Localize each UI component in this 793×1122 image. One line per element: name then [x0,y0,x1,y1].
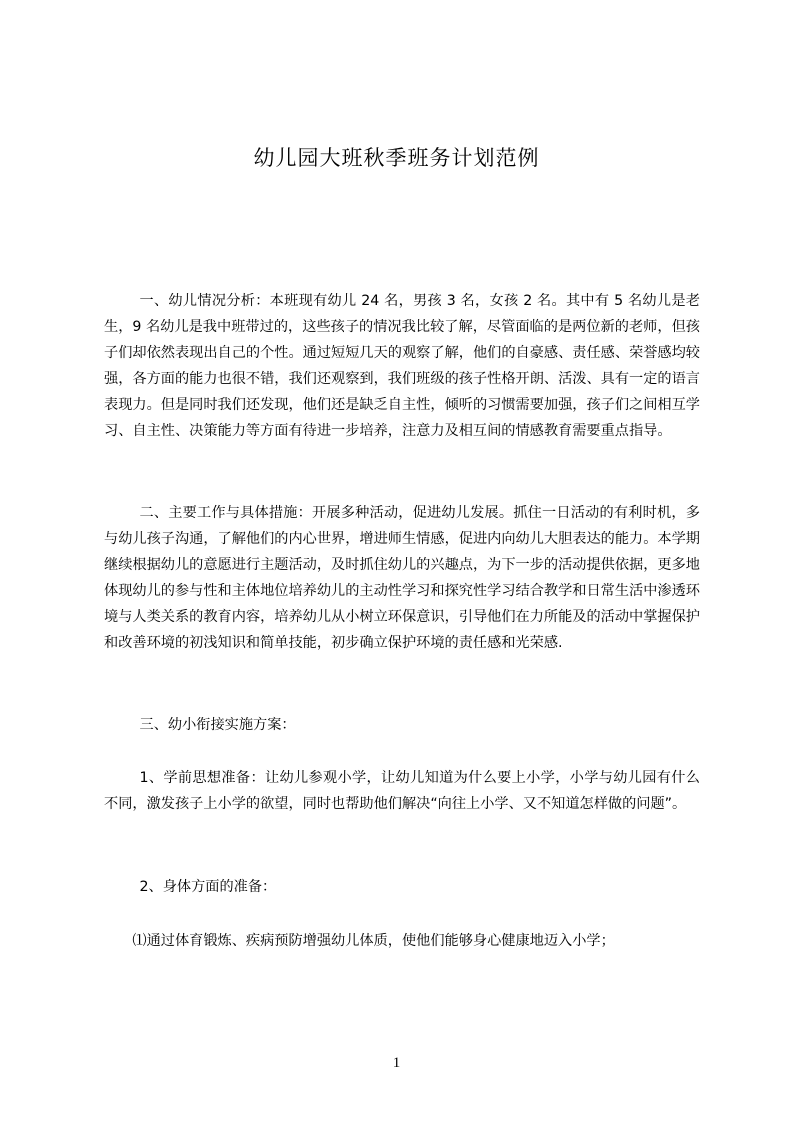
paragraph-main-work: 二、主要工作与具体措施：开展多种活动，促进幼儿发展。抓住一日活动的有利时机，多与幼儿孩子沟通，了解他们的内心世界，增进师生情感，促进内向幼儿大胆表达的能力。本学期继续根据幼儿的意愿进行主题活动，及时抓住幼儿的兴趣点，为下一步的活动提供依据，更多地体现幼儿的参与性和主体地位培养幼儿的主动性学习和探究性学习结合教学和日常生活中渗透环境与人类关系的教育内容，培养幼儿从小树立环保意识，引导他们在力所能及的活动中掌握保护和改善环境的初浅知识和简单技能，初步确立保护环境的责任感和光荣感. [104,505,700,651]
document-title: 幼儿园大班秋季班务计划范例 [253,146,540,170]
paragraph-physical-heading: 2、身体方面的准备： [139,879,277,895]
paragraph-mental-preparation: 1、学前思想准备：让幼儿参观小学，让幼儿知道为什么要上小学，小学与幼儿园有什么不同，激发孩子上小学的欲望，同时也帮助他们解决“向往上小学、又不知道怎样做的问题”。 [104,770,700,812]
paragraph-physical-item-1: ⑴通过体育锻炼、疾病预防增强幼儿体质，使他们能够身心健康地迈入小学； [132,933,615,949]
paragraph-transition-heading: 三、幼小衔接实施方案： [139,717,296,733]
page-number: 1 [392,1055,401,1071]
paragraph-child-analysis: 一、幼儿情况分析：本班现有幼儿 24 名，男孩 3 名，女孩 2 名。其中有 5 名幼儿是老生，9 名幼儿是我中班带过的，这些孩子的情况我比较了解，尽管面临的是两位新的老师，但孩子们却依然表现出自己的个性。通过短短几天的观察了解，他们的自豪感、责任感、荣誉感均较强，各方面的能力也很不错，我们还观察到，我们班级的孩子性格开朗、活泼、具有一定的语言表现力。但是同时我们还发现，他们还是缺乏自主性，倾听的习惯需要加强，孩子们之间相互学习、自主性、决策能力等方面有待进一步培养，注意力及相互间的情感教育需要重点指导。 [104,293,700,439]
